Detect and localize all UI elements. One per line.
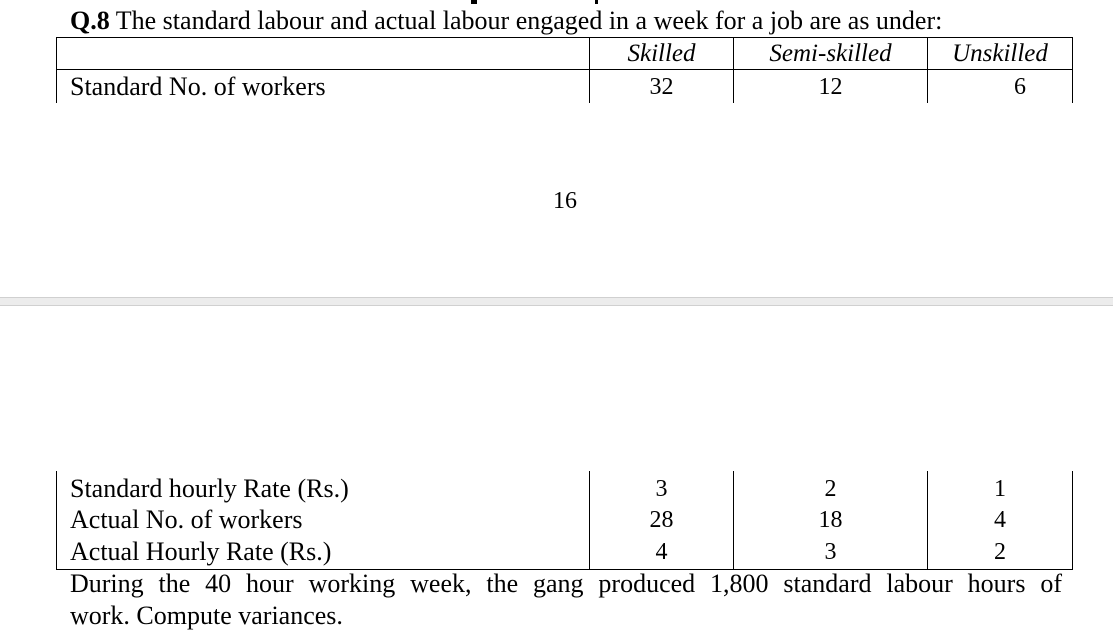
table-right-border: [1072, 471, 1073, 570]
cell-actual-workers-unskilled: 4: [994, 507, 1006, 533]
cell-standard-rate-unskilled: 1: [994, 476, 1006, 502]
table-right-border: [1072, 37, 1073, 103]
question-number: Q.8: [70, 6, 110, 35]
cell-actual-rate-unskilled: 2: [994, 539, 1006, 565]
page-break: [0, 297, 1113, 306]
instructions-line-1: During the 40 hour working week, the gang produced 1,800 standard labour hours of: [70, 569, 1062, 598]
cell-standard-workers-semi-skilled: 12: [818, 74, 843, 100]
cell-standard-workers-unskilled: 6: [1014, 74, 1026, 100]
table-left-border: [56, 37, 57, 103]
cell-actual-workers-skilled: 28: [649, 507, 674, 533]
cell-actual-rate-skilled: 4: [655, 539, 668, 565]
cell-standard-rate-semi-skilled: 2: [824, 476, 837, 502]
cell-actual-rate-semi-skilled: 3: [824, 539, 837, 565]
row-label-standard-workers: Standard No. of workers: [70, 72, 326, 101]
table-left-border: [56, 471, 57, 570]
page-number: 16: [553, 188, 577, 214]
column-divider: [927, 471, 928, 570]
row-label-standard-rate: Standard hourly Rate (Rs.): [70, 474, 349, 503]
header-row-border: [56, 69, 1073, 70]
row-label-actual-workers: Actual No. of workers: [70, 505, 303, 534]
question-text: The standard labour and actual labour engaged in a week for a job are as under:: [109, 6, 943, 35]
header-semi-skilled: Semi-skilled: [769, 40, 892, 67]
cell-standard-workers-skilled: 32: [649, 74, 674, 100]
question-heading: [70, 6, 942, 36]
header-unskilled: Unskilled: [952, 40, 1048, 67]
instructions-line-2: work. Compute variances.: [70, 601, 343, 630]
clipped-text-fragment: [595, 0, 598, 4]
header-skilled: Skilled: [627, 40, 696, 67]
cell-standard-rate-skilled: 3: [655, 476, 668, 502]
table-top-border: [56, 37, 1073, 38]
row-label-actual-rate: Actual Hourly Rate (Rs.): [70, 537, 332, 566]
cell-actual-workers-semi-skilled: 18: [818, 507, 843, 533]
clipped-text-fragment: [471, 0, 477, 4]
